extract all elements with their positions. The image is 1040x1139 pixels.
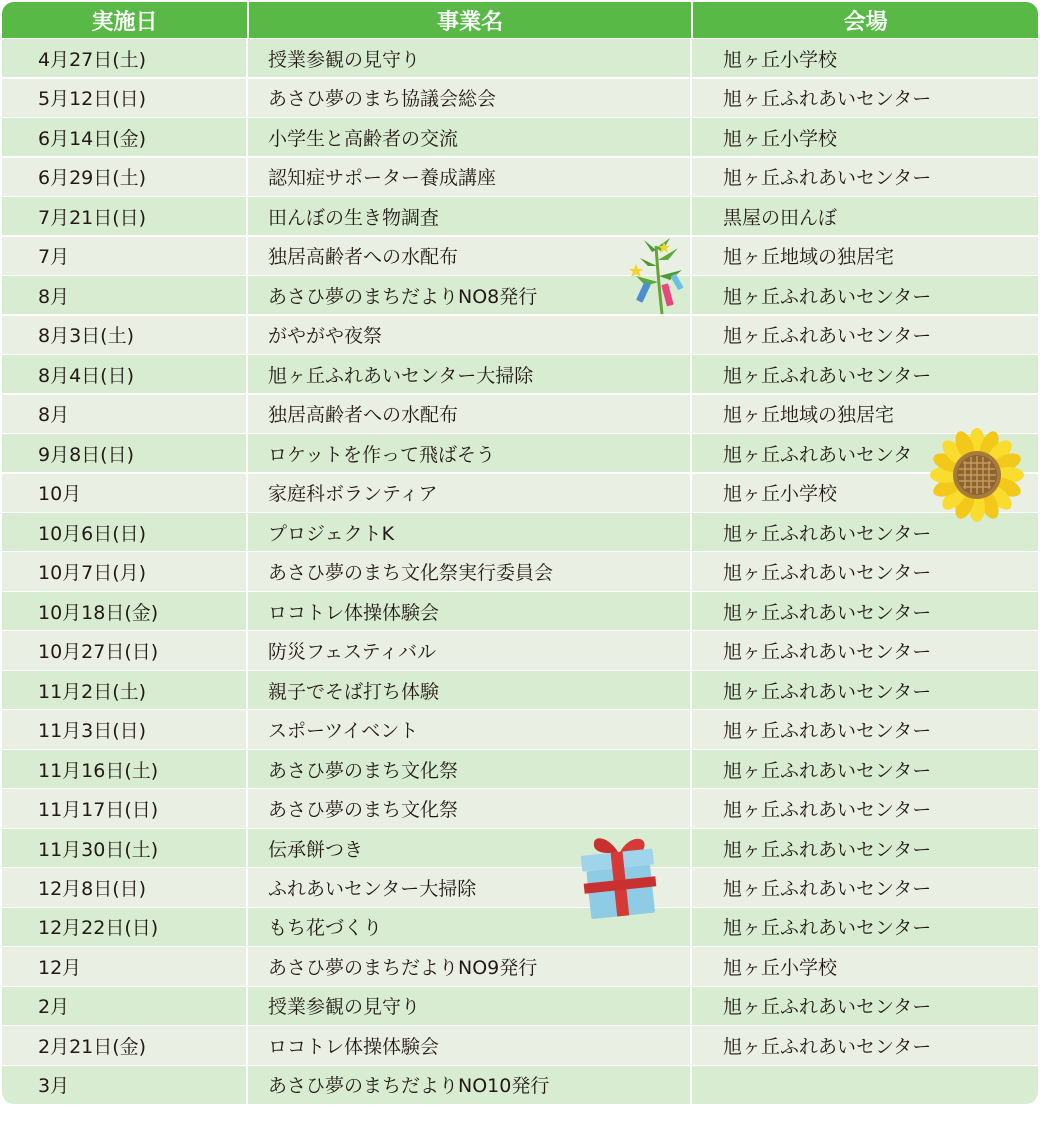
cell-event: もち花づくり <box>248 908 692 946</box>
cell-venue: 旭ヶ丘ふれあいセンター <box>723 878 932 900</box>
cell-venue: 旭ヶ丘ふれあいセンタ <box>723 443 913 466</box>
cell-venue: 旭ヶ丘ふれあいセンター <box>723 325 932 348</box>
cell-venue: 旭ヶ丘地域の独居宅 <box>723 246 895 269</box>
cell-date: 11月17日(日) <box>2 789 248 827</box>
cell-venue: 旭ヶ丘小学校 <box>723 127 838 150</box>
cell-date: 12月 <box>2 947 248 985</box>
cell-event: あさひ夢のまちだよりNO8発行 <box>248 276 692 314</box>
table-row <box>2 79 1038 117</box>
table-row <box>2 158 1038 196</box>
cell-venue: 旭ヶ丘ふれあいセンター <box>723 1035 932 1058</box>
cell-date: 2月 <box>2 987 248 1025</box>
cell-date: 10月6日(日) <box>2 513 248 551</box>
cell-venue: 旭ヶ丘ふれあいセンター <box>723 641 932 664</box>
cell-event: がやがや夜祭 <box>248 316 692 354</box>
cell-event: 伝承餅つき <box>248 829 692 867</box>
table-row <box>2 118 1038 156</box>
cell-venue: 旭ヶ丘ふれあいセンター <box>723 522 932 545</box>
cell-date: 8月4日(日) <box>2 355 248 393</box>
cell-event: あさひ夢のまちだよりNO10発行 <box>248 1066 692 1104</box>
cell-event: あさひ夢のまち協議会総会 <box>248 79 692 117</box>
cell-date: 2月21日(金) <box>2 1026 248 1064</box>
table-row <box>2 395 1038 433</box>
cell-event: 旭ヶ丘ふれあいセンター大掃除 <box>248 355 692 393</box>
cell-event: 認知症サポーター養成講座 <box>248 158 692 196</box>
cell-event: ロコトレ体操体験会 <box>248 592 692 630</box>
table-row <box>2 1026 1038 1064</box>
cell-date: 8月 <box>2 276 248 314</box>
table-row <box>2 316 1038 354</box>
cell-date: 11月30日(土) <box>2 829 248 867</box>
table-row <box>2 355 1038 393</box>
table-row <box>2 710 1038 748</box>
cell-event: ロコトレ体操体験会 <box>248 1026 692 1064</box>
table-row <box>2 631 1038 669</box>
table-row <box>2 552 1038 590</box>
cell-venue: 旭ヶ丘ふれあいセンター <box>723 285 932 308</box>
schedule-table <box>2 2 1038 1104</box>
table-row <box>2 908 1038 946</box>
table-row <box>2 750 1038 788</box>
cell-venue: 旭ヶ丘ふれあいセンター <box>723 680 932 703</box>
cell-event: 授業参観の見守り <box>248 39 692 77</box>
table-row <box>2 987 1038 1025</box>
cell-event: 田んぼの生き物調査 <box>248 197 692 235</box>
cell-venue: 旭ヶ丘地域の独居宅 <box>723 404 895 427</box>
cell-venue: 旭ヶ丘ふれあいセンター <box>723 917 932 940</box>
cell-date: 7月21日(日) <box>2 197 248 235</box>
gift-box-icon <box>578 830 662 922</box>
cell-date: 8月3日(土) <box>2 316 248 354</box>
cell-date: 12月8日(日) <box>2 868 248 906</box>
table-row <box>2 513 1038 551</box>
cell-date: 3月 <box>2 1066 248 1104</box>
cell-event: 独居高齢者への水配布 <box>248 395 692 433</box>
table-row <box>2 789 1038 827</box>
cell-event: ふれあいセンター大掃除 <box>248 868 692 906</box>
cell-date: 6月29日(土) <box>2 158 248 196</box>
cell-event: 授業参観の見守り <box>248 987 692 1025</box>
cell-date: 10月18日(金) <box>2 592 248 630</box>
cell-venue: 旭ヶ丘小学校 <box>723 48 838 71</box>
cell-venue: 旭ヶ丘ふれあいセンター <box>723 562 932 585</box>
cell-date: 10月7日(月) <box>2 552 248 590</box>
table-row <box>2 671 1038 709</box>
cell-venue: 旭ヶ丘ふれあいセンター <box>723 799 932 822</box>
cell-date: 11月2日(土) <box>2 671 248 709</box>
header-date: 実施日 <box>2 2 249 38</box>
cell-venue: 旭ヶ丘ふれあいセンター <box>723 88 932 111</box>
cell-date: 10月 <box>2 474 248 512</box>
cell-event: あさひ夢のまち文化祭 <box>248 750 692 788</box>
cell-venue <box>692 1066 1038 1104</box>
cell-venue: 旭ヶ丘小学校 <box>723 956 838 979</box>
cell-date: 12月22日(日) <box>2 908 248 946</box>
table-row <box>2 237 1038 275</box>
cell-date: 11月16日(土) <box>2 750 248 788</box>
table-row <box>2 1066 1038 1104</box>
table-row <box>2 39 1038 77</box>
sunflower-icon <box>930 428 1024 522</box>
cell-date: 11月3日(日) <box>2 710 248 748</box>
table-row <box>2 197 1038 235</box>
table-row <box>2 474 1038 512</box>
cell-venue: 旭ヶ丘ふれあいセンター <box>723 601 932 624</box>
cell-event: 家庭科ボランティア <box>248 474 692 512</box>
cell-venue: 旭ヶ丘ふれあいセンター <box>723 759 932 782</box>
cell-venue: 旭ヶ丘ふれあいセンター <box>723 838 932 861</box>
table-row <box>2 434 1038 472</box>
cell-venue: 旭ヶ丘ふれあいセンター <box>723 364 932 387</box>
cell-date: 4月27日(土) <box>2 39 248 77</box>
table-header <box>2 2 1038 38</box>
cell-event: 独居高齢者への水配布 <box>248 237 692 275</box>
cell-date: 9月8日(日) <box>2 434 248 472</box>
tanabata-bamboo-icon <box>622 236 694 316</box>
table-row <box>2 947 1038 985</box>
cell-venue: 旭ヶ丘ふれあいセンター <box>723 996 932 1019</box>
cell-event: あさひ夢のまちだよりNO9発行 <box>248 947 692 985</box>
header-venue: 会場 <box>843 9 888 35</box>
cell-date: 10月27日(日) <box>2 631 248 669</box>
cell-venue: 旭ヶ丘ふれあいセンター <box>723 167 932 190</box>
cell-event: プロジェクトK <box>248 513 692 551</box>
cell-date: 5月12日(日) <box>2 79 248 117</box>
cell-event: あさひ夢のまち文化祭実行委員会 <box>248 552 692 590</box>
table-row <box>2 829 1038 867</box>
cell-event: あさひ夢のまち文化祭 <box>248 789 692 827</box>
header-event: 事業名 <box>249 2 693 38</box>
cell-venue: 黒屋の田んぼ <box>723 206 838 229</box>
table-row <box>2 868 1038 906</box>
cell-event: 親子でそば打ち体験 <box>248 671 692 709</box>
cell-venue: 旭ヶ丘小学校 <box>723 483 838 506</box>
cell-event: 防災フェスティバル <box>248 631 692 669</box>
table-body <box>2 39 1038 1104</box>
cell-venue: 旭ヶ丘ふれあいセンター <box>723 720 932 743</box>
table-row <box>2 276 1038 314</box>
cell-date: 8月 <box>2 395 248 433</box>
cell-date: 7月 <box>2 237 248 275</box>
cell-date: 6月14日(金) <box>2 118 248 156</box>
cell-event: ロケットを作って飛ばそう <box>248 434 692 472</box>
cell-event: 小学生と高齢者の交流 <box>248 118 692 156</box>
table-row <box>2 592 1038 630</box>
cell-event: スポーツイベント <box>248 710 692 748</box>
